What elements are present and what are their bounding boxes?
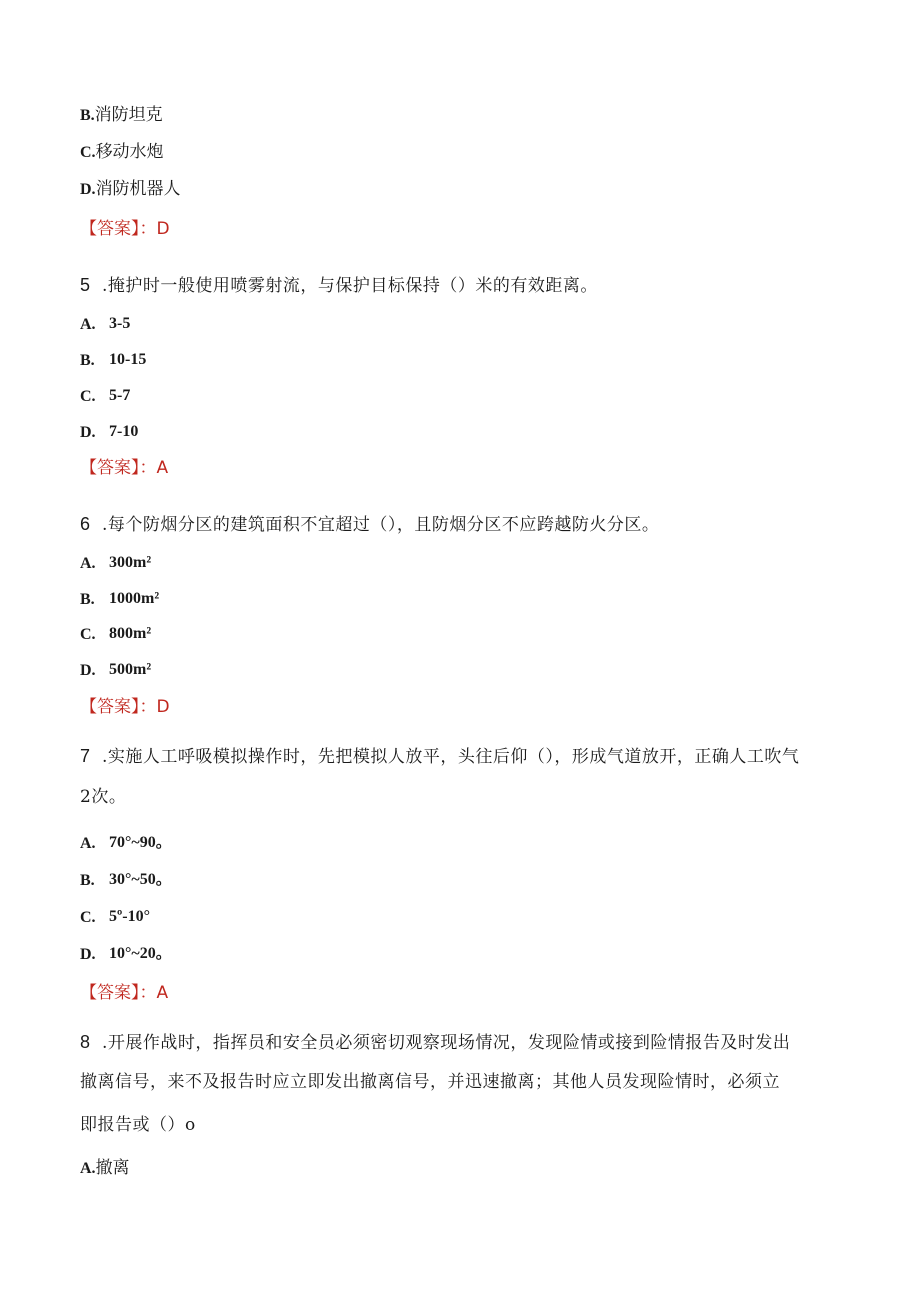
option-value: 7-10 — [109, 423, 139, 440]
option-label: A. — [80, 555, 96, 572]
q5-answer: 【答案】：A — [80, 458, 169, 478]
option-label: B. — [80, 591, 95, 608]
prev-option-d — [80, 178, 181, 201]
option-label: B. — [80, 352, 95, 369]
option-label: C. — [80, 144, 96, 161]
option-value: 800m² — [109, 625, 152, 642]
question-7-text-line2: 2次。 — [80, 787, 127, 807]
option-value: 3-5 — [109, 315, 131, 332]
option-label: D. — [80, 662, 96, 679]
prev-option-b — [80, 104, 163, 127]
question-8-text-line1 — [80, 1031, 790, 1054]
question-stem: .每个防烟分区的建筑面积不宜超过（），且防烟分区不应跨越防火分区。 — [102, 515, 660, 535]
q7-option-c — [80, 906, 151, 929]
question-number: 6 — [80, 514, 91, 534]
q6-option-c — [80, 623, 152, 646]
question-stem: .实施人工呼吸模拟操作时，先把模拟人放平，头往后仰（），形成气道放开，正确人工吹气 — [102, 747, 800, 767]
option-label: A. — [80, 1160, 96, 1177]
q7-option-d — [80, 943, 172, 966]
q7-answer: 【答案】：A — [80, 983, 169, 1003]
question-number: 8 — [80, 1032, 91, 1052]
q8-option-a — [80, 1157, 130, 1180]
question-6-text — [80, 513, 659, 536]
option-text: 移动水炮 — [95, 142, 164, 162]
q5-option-d — [80, 421, 139, 444]
option-value: 10°~20。 — [109, 945, 172, 962]
q6-option-d — [80, 659, 152, 682]
q7-option-a — [80, 832, 172, 855]
option-label: B. — [80, 872, 95, 889]
option-label: C. — [80, 626, 96, 643]
prev-option-c — [80, 141, 164, 164]
option-value: 70°~90。 — [109, 834, 172, 851]
question-7-text-line1 — [80, 745, 799, 768]
option-label: D. — [80, 946, 96, 963]
q7-option-b — [80, 869, 172, 892]
option-label: D. — [80, 424, 96, 441]
question-number: 5 — [80, 275, 91, 295]
q5-option-b — [80, 349, 147, 372]
option-value: 10-15 — [109, 351, 147, 368]
option-value: 30°~50。 — [109, 871, 172, 888]
option-value: 300m² — [109, 554, 152, 571]
q6-option-a — [80, 552, 152, 575]
option-text: 消防机器人 — [95, 179, 181, 199]
question-stem: .掩护时一般使用喷雾射流，与保护目标保持（）米的有效距离。 — [102, 276, 598, 296]
q5-option-a — [80, 313, 131, 336]
option-label: C. — [80, 909, 96, 926]
option-value: 5º-10° — [109, 908, 151, 925]
option-label: A. — [80, 835, 96, 852]
option-text: 撤离 — [95, 1158, 130, 1178]
option-label: C. — [80, 388, 96, 405]
q5-option-c — [80, 385, 131, 408]
option-text: 消防坦克 — [94, 105, 163, 125]
option-value: 1000m² — [109, 590, 160, 607]
option-value: 5-7 — [109, 387, 131, 404]
option-value: 500m² — [109, 661, 152, 678]
q6-answer: 【答案】：D — [80, 697, 170, 717]
option-label: D. — [80, 181, 96, 198]
question-stem: .开展作战时，指挥员和安全员必须密切观察现场情况，发现险情或接到险情报告及时发出 — [102, 1033, 791, 1053]
option-label: B. — [80, 107, 95, 124]
q6-option-b — [80, 588, 160, 611]
question-5-text — [80, 274, 598, 297]
prev-answer: 【答案】：D — [80, 219, 170, 239]
question-8-text-line2: 撤离信号，来不及报告时应立即发出撤离信号，并迅速撤离；其他人员发现险情时，必须立 — [80, 1072, 780, 1092]
option-label: A. — [80, 316, 96, 333]
question-8-text-line3: 即报告或（）o — [80, 1115, 196, 1135]
question-number: 7 — [80, 746, 91, 766]
